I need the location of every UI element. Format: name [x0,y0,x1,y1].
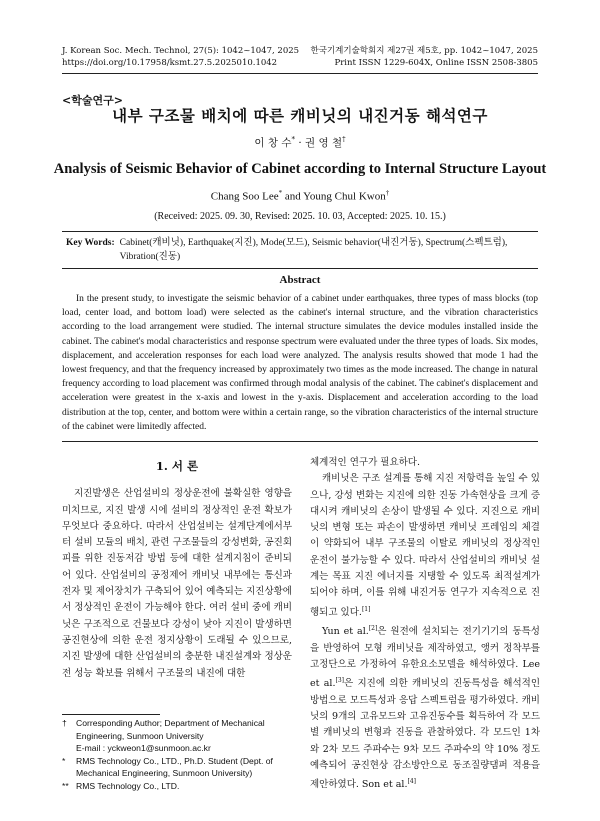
header-divider [62,73,538,74]
right-column [310,455,540,794]
citation-3[interactable]: [3] [335,677,344,685]
footnote [62,780,294,793]
footnote [62,717,294,742]
abstract-bottom-divider [62,441,538,442]
keywords-divider [62,231,538,232]
abstract-heading: Abstract [279,274,321,286]
footnote-text: RMS Technology Co., LTD. [76,780,180,791]
english-title: Analysis of Seismic Behavior of Cabinet according to Internal Structure Layout [53,161,547,177]
author-conjunction: and [282,190,304,203]
footnote-text: Corresponding Author; Department of Mechanical Engineering, Sunmoon University [76,718,265,741]
issn-info: Print ISSN 1229-604X, Online ISSN 2508-3805 [334,58,538,68]
yun-text: 은 원전에 설치되는 전기기기의 동특성을 반영하여 모형 캐비닛을 제작하였고, 앵커 정착부를 고정단으로 가정하여 유한요소모델을 해석하였다. Lee et al. [310,626,540,690]
korean-author-1: 이 창 수 [254,137,292,149]
keywords-text: Cabinet(캐비닛), Earthquake(지진), Mode(모드), Seismic behavior(내진거동), Spectrum(스펙트럼), Vibration(진동) [119,238,508,262]
keywords-label: Key Words: [66,238,115,248]
author-separator: · [294,137,305,149]
english-author-2: Young Chul Kwon [303,190,386,203]
yun-author: Yun et al. [322,626,369,638]
author-mark-2: † [342,135,346,144]
korean-title: 내부 구조물 배치에 따른 캐비닛의 내진거동 해석연구 [112,106,488,125]
citation-1[interactable]: [1] [361,605,371,613]
footnote-divider [62,714,160,715]
footnotes [62,717,294,792]
english-author-1: Chang Soo Lee [210,190,279,203]
english-author-mark-2: † [385,189,390,197]
lee-text: 은 지진에 의한 캐비닛의 진동특성을 해석적인 방법으로 모드특성과 응답 스펙트럼을 평가하였다. 캐비닛의 9개의 고유모드와 고유진동수를 획득하여 각 모드별 캐비닛의 변형과 진동을 관찰하였다. 각 모드인 1차와 2차 모드 주파수는 9차 모드 주파수의 약 10% 정도 예측되어 공진현상 감소방안으로 동조질량댐퍼 적용을 제안하였다. Son et al. [310,678,540,791]
korean-authors [0,135,600,150]
abstract-text: In the present study, to investigate the seismic behavior of a cabinet under earthquakes, three types of mass blocks (top load, center load, and bottom load) were selected as the cabinet's internal structure, and the vibration characteristics according to the load arrangement were studied. The internal structure simulates the device modules installed inside the cabinet. The cabinet's modal characteristics and response spectrum were evaluated under the three types of loads. Six modes, displacement, and acceleration responses for each load were analyzed. The analysis results showed that mode 1 had the lowest frequency, and that the frequency increased by approximately two times as the mode increased. The change in natural frequency according to load placement was confirmed through modal analysis of the cabinet. The cabinet's displacement and acceleration were greatest in the x-axis and lowest in the y-axis. Displacement and acceleration according to the load distribution at the top, center, and bottom were within a certain range, so the vibration characteristics of the internal structure of the cabinet were limitedly affected. [62,294,538,432]
received-dates: (Received: 2025. 09. 30, Revised: 2025. 10. 03, Accepted: 2025. 10. 15.) [154,211,446,222]
footnote-text: RMS Technology Co., LTD., Ph.D. Student (Dept. of Mechanical Engineering, Sunmoon University) [76,755,273,778]
running-header [62,45,538,69]
abstract-divider [62,268,538,269]
english-author-mark-1: * [278,189,283,197]
keywords-block [66,236,538,264]
intro-paragraph-2 [310,471,540,621]
footnote-mark: † [62,718,67,728]
footnote-mark: ** [62,780,69,791]
footnote-mark: * [62,755,66,766]
paragraph-2-text: 캐비닛은 구조 설계를 통해 지진 저항력을 높일 수 있으나, 강성 변화는 지진에 의한 진동 가속현상을 크게 증대시켜 캐비닛의 손상이 발생될 수 있다. 지진으로 캐비닛의 변형 또는 파손이 발생하면 캐비닛 프레임의 체결이 약화되어 내부 구조물의 이탈로 캐비닛의 정상적인 운전이 불가능할 수 있다. 따라서 산업설비의 캐비닛 설계는 목표 지진 에너지를 지탱할 수 있도록 최적설계가 되어야 하며, 이를 위해 내진거동 연구가 지속적으로 진행되고 있다. [310,473,540,618]
intro-paragraph-3 [310,621,540,793]
english-authors [0,189,600,203]
journal-citation-korean: 한국기계기술학회지 제27권 제5호, pp. 1042~1047, 2025 [310,46,538,56]
citation-2[interactable]: [2] [368,625,378,633]
intro-paragraph-1: 지진발생은 산업설비의 정상운전에 불확실한 영향을 미치므로, 지진 발생 시에 설비의 정상적인 운전 확보가 무엇보다 중요하다. 따라서 산업설비는 설계단계에서부터 설비 모듈의 배치, 관련 구조물들의 강성변화, 공진회피를 위한 진동저감 방법 등에 대한 설계지침이 준비되어 있다. 산업설비의 공정제어 캐비닛 내부에는 통신과 전자 및 제어장치가 구축되어 있어 예측되는 지진상황에서 정상적인 운전이 가능해야 한다. 여러 설비 중에 캐비닛은 구조적으로 건물보다 강성이 낮아 지진이 발생하면 공진현상에 의한 운전 정지상황이 도래될 수 있으므로, 지진 발생에 대한 산업설비의 충분한 내진설계와 정상운전 성능 확보를 위해서 구조물의 내진에 대한 [62,488,292,679]
section-heading: 1. 서 론 [155,459,199,473]
author-mark-1: * [291,135,295,144]
article-category: <학술연구> [62,94,123,107]
citation-4[interactable]: [4] [407,778,416,786]
journal-citation: J. Korean Soc. Mech. Technol, 27(5): 1042~1047, 2025 [62,46,300,56]
doi-link[interactable]: https://doi.org/10.17958/ksmt.27.5.2025010.1042 [62,58,278,68]
footnote [62,742,294,755]
left-column [62,458,292,682]
korean-author-2: 권 영 철 [305,137,343,149]
intro-paragraph-continued: 체계적인 연구가 필요하다. [310,457,421,468]
footnote-mark [62,742,76,755]
footnote [62,755,294,780]
footnote-email[interactable]: E-mail : yckweon1@sunmoon.ac.kr [76,743,211,753]
